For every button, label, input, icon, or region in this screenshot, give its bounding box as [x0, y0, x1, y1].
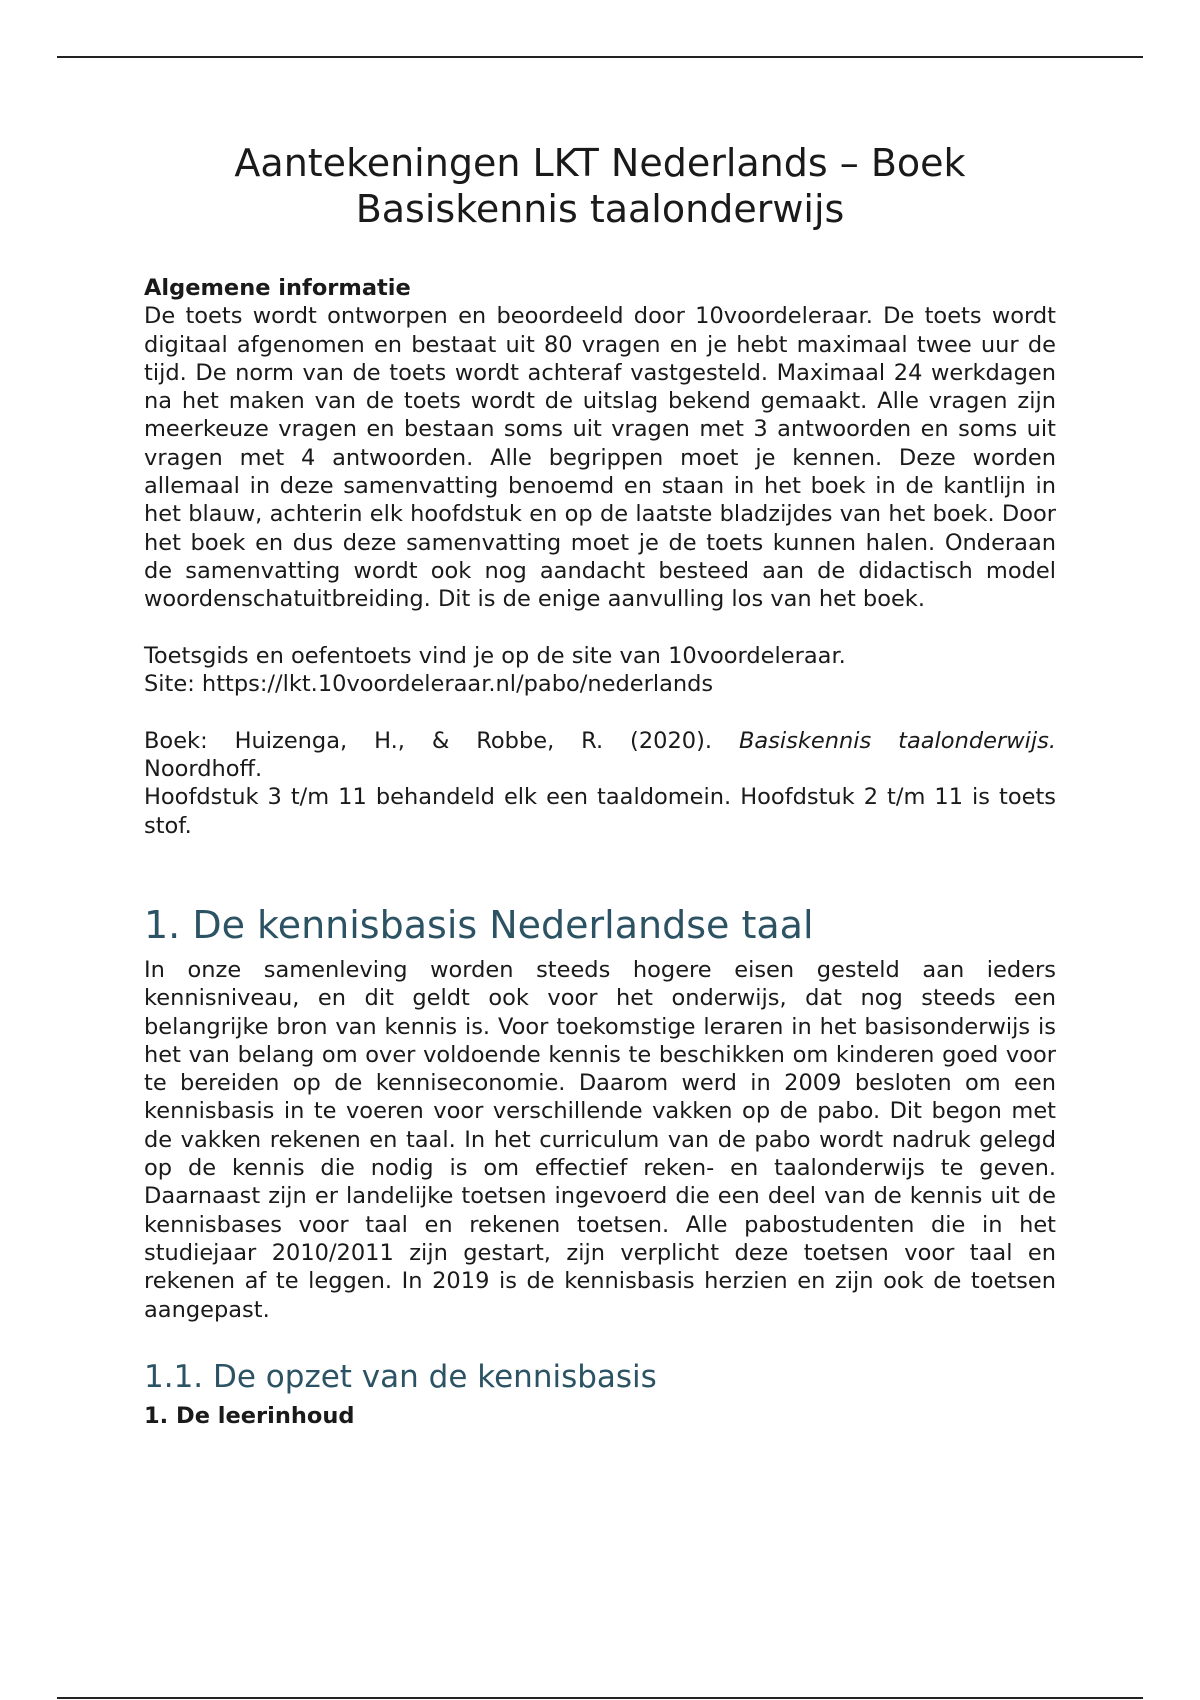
section-1-heading: 1. De kennisbasis Nederlandse taal — [144, 902, 814, 947]
section-1-paragraph: In onze samenleving worden steeds hogere eisen gesteld aan ieders kennisniveau, en dit geldt ook voor het onderwijs, dat nog steeds een belangrijke bron van kennis is. Voor toekomstige leraren in het basisonderwijs is het van belang om over voldoende kennis te beschikken om kinderen goed voor te bereiden op de kenniseconomie. Daarom werd in 2009 besloten om een kennisbasis in te voeren voor verschillende vakken op de pabo. Dit begon met de vakken rekenen en taal. In het curriculum van de pabo wordt nadruk gelegd op de kennis die nodig is om effectief reken- en taalonderwijs te geven. Daarnaast zijn er landelijke toetsen ingevoerd die een deel van de kennis uit de kennisbases voor taal en rekenen toetsen. Alle pabostudenten die in het studiejaar 2010/2011 zijn gestart, zijn verplicht deze toetsen voor taal en rekenen af te leggen. In 2019 is de kennisbasis herzien en zijn ook de toetsen aangepast. — [144, 956, 1056, 1323]
top-rule — [57, 56, 1143, 58]
book-title: Basiskennis taalonderwijs. — [738, 727, 1056, 754]
toetsgids-line: Toetsgids en oefentoets vind je op de site van 10voordeleraar. — [144, 642, 846, 669]
book-reference — [144, 727, 1056, 755]
general-info-heading: Algemene informatie — [144, 275, 411, 301]
document-title: Aantekeningen LKT Nederlands – Boek Basiskennis taalonderwijs — [234, 141, 966, 231]
general-info-paragraph: De toets wordt ontworpen en beoordeeld door 10voordeleraar. De toets wordt digitaal afgenomen en bestaat uit 80 vragen en je hebt maximaal twee uur de tijd. De norm van de toets wordt achteraf vastgesteld. Maximaal 24 werkdagen na het maken van de toets wordt de uitslag bekend gemaakt. Alle vragen zijn meerkeuze vragen en bestaan soms uit vragen met 3 antwoorden en soms uit vragen met 4 antwoorden. Alle begrippen moet je kennen. Deze worden allemaal in deze samenvatting benoemd en staan in het boek in de kantlijn in het blauw, achterin elk hoofdstuk en op de laatste bladzijdes van het boek. Door het boek en dus deze samenvatting moet je de toets kunnen halen. Onderaan de samenvatting wordt ook nog aandacht besteed aan de didactisch model woordenschatuitbreiding. Dit is de enige aanvulling los van het boek. — [144, 303, 1056, 613]
document-body — [144, 274, 1056, 1430]
spacer — [144, 614, 1056, 642]
leerinhoud-subheading: 1. De leerinhoud — [144, 1402, 355, 1429]
site-line: Site: https://lkt.10voordeleraar.nl/pabo/nederlands — [144, 671, 714, 698]
book-publisher: Noordhoff. — [144, 756, 263, 783]
bottom-rule — [57, 1697, 1143, 1699]
section-1-1-heading: 1.1. De opzet van de kennisbasis — [144, 1358, 657, 1395]
book-reference-prefix: Boek: Huizenga, H., & Robbe, R. (2020). — [144, 727, 739, 754]
chapters-note: Hoofdstuk 3 t/m 11 behandeld elk een taaldomein. Hoofdstuk 2 t/m 11 is toets stof. — [144, 784, 1056, 839]
spacer — [144, 698, 1056, 726]
